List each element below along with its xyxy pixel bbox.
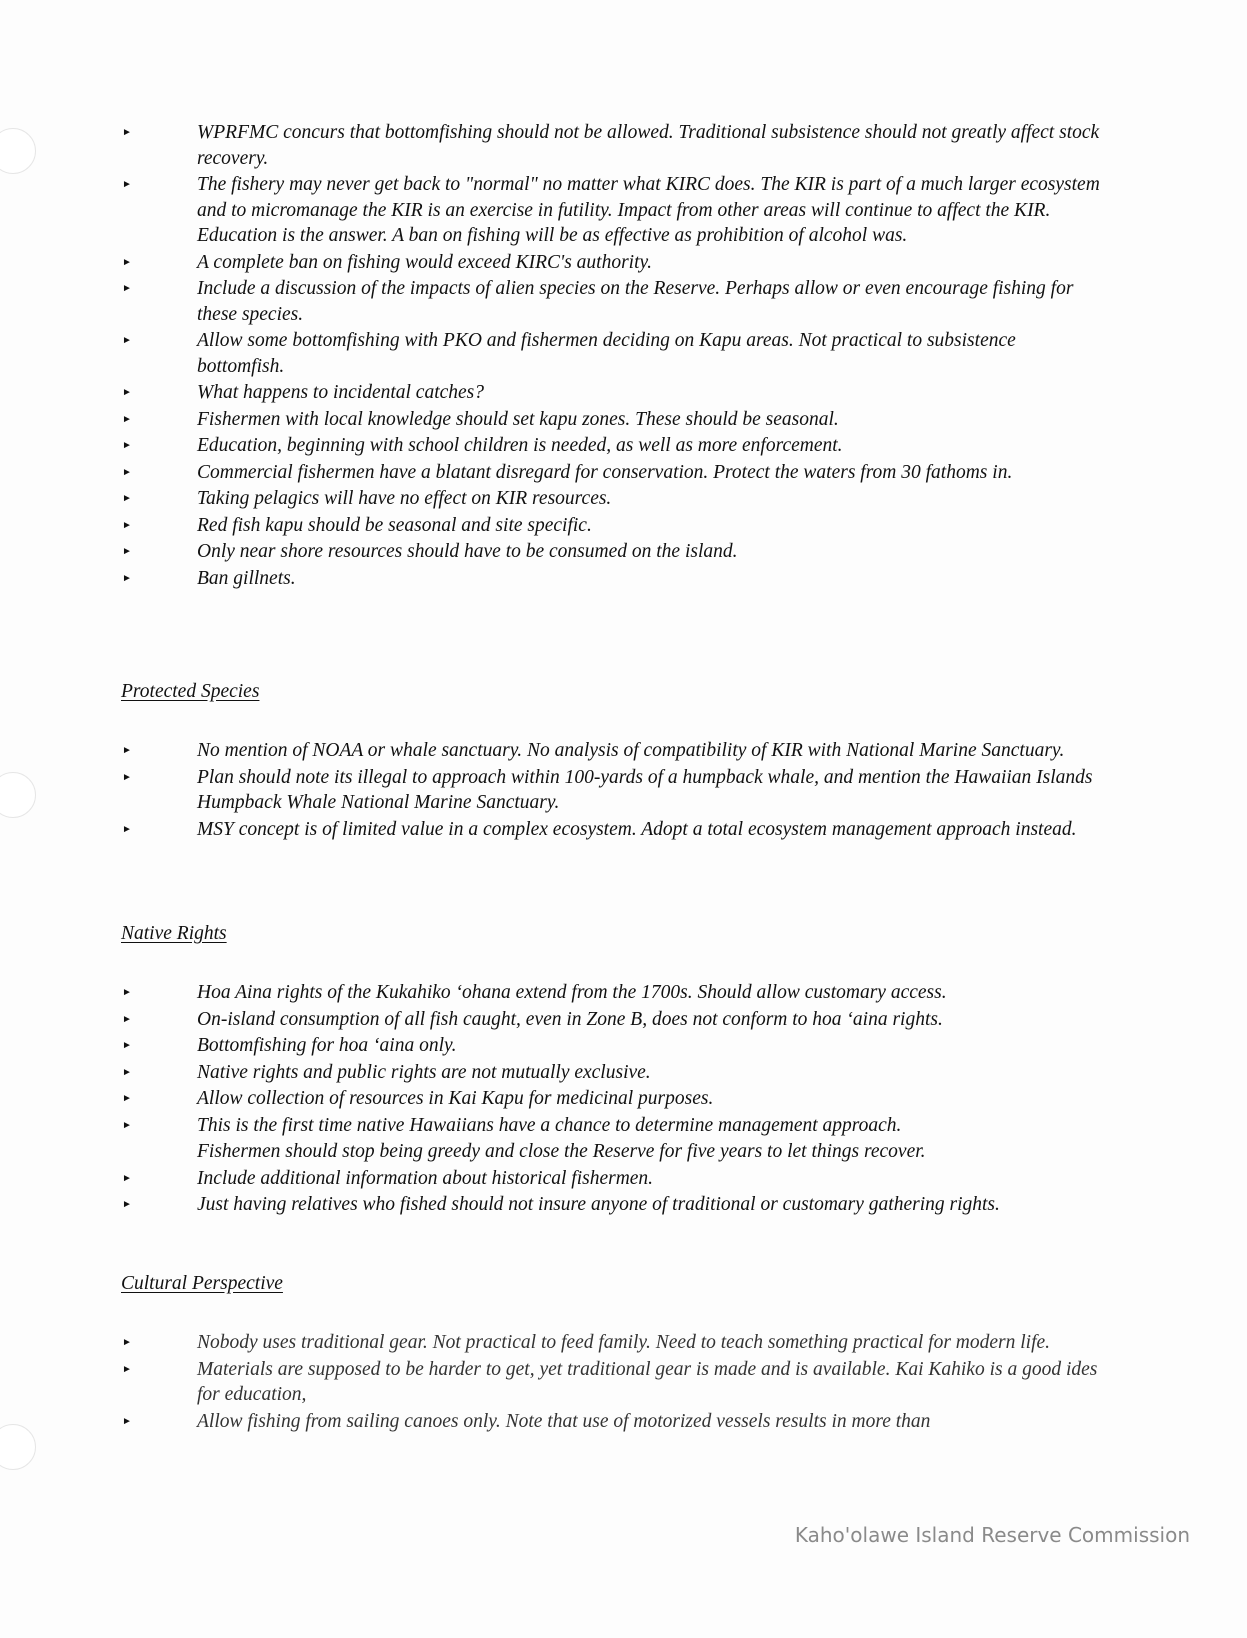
bullet-arrow-icon: ► — [122, 283, 132, 294]
list-item: ► Only near shore resources should have to be consumed on the island. — [0, 539, 1247, 565]
bullet-arrow-icon: ► — [122, 546, 132, 557]
list-item: ► On-island consumption of all fish caught, even in Zone B, does not conform to hoa ‘aina rights. — [0, 1007, 1247, 1033]
bullet-arrow-icon: ► — [122, 1363, 132, 1375]
protected-species-section — [0, 738, 1247, 843]
bullet-arrow-icon: ► — [122, 493, 132, 504]
bullet-arrow-icon: ► — [122, 987, 132, 998]
fishing-comments-section — [0, 120, 1247, 592]
bullet-arrow-icon: ► — [122, 823, 132, 835]
list-item: ► Just having relatives who fished should not insure anyone of traditional or customary gathering rights. — [0, 1192, 1247, 1218]
bullet-arrow-icon: ► — [122, 1040, 132, 1051]
bullet-arrow-icon: ► — [122, 572, 132, 584]
bullet-arrow-icon: ► — [122, 387, 132, 398]
list-item: Fishermen should stop being greedy and close the Reserve for five years to let things recover. — [197, 1141, 926, 1162]
list-item: ► Bottomfishing for hoa ‘aina only. — [0, 1033, 1247, 1059]
native-rights-list — [0, 980, 1247, 1218]
list-item: ► Native rights and public rights are not mutually exclusive. — [0, 1060, 1247, 1086]
list-item: ► The fishery may never get back to "normal" no matter what KIRC does. The KIR is part of a much larger ecosystem and to micromanage the KIR is an exercise in futility. Impact from other areas will continue to affect the KIR. Education is the answer. A ban on fishing will be as effective as prohibition of alcohol was. — [122, 174, 1100, 246]
list-item: ► Hoa Aina rights of the Kukahiko ‘ohana extend from the 1700s. Should allow customary access. — [0, 980, 1247, 1006]
bullet-arrow-icon: ► — [122, 1172, 132, 1184]
list-item: ► Include additional information about historical fishermen. — [0, 1166, 1247, 1192]
list-item: ► Fishermen with local knowledge should set kapu zones. These should be seasonal. — [0, 407, 1247, 433]
list-item: ► Include a discussion of the impacts of alien species on the Reserve. Perhaps allow or even encourage fishing for these species. — [122, 278, 1074, 325]
bullet-arrow-icon: ► — [122, 413, 132, 425]
bullet-arrow-icon: ► — [122, 1119, 132, 1131]
native-rights-section — [0, 980, 1247, 1219]
list-item: ► What happens to incidental catches? — [0, 380, 1247, 406]
native-rights-heading: Native Rights — [121, 923, 227, 944]
list-item: ► Red fish kapu should be seasonal and site specific. — [0, 513, 1247, 539]
list-item: ► This is the first time native Hawaiians have a chance to determine management approach. — [0, 1113, 1247, 1139]
bullet-arrow-icon: ► — [122, 335, 132, 346]
bullet-arrow-icon: ► — [122, 519, 132, 531]
bullet-arrow-icon: ► — [122, 127, 132, 138]
list-item: ► MSY concept is of limited value in a complex ecosystem. Adopt a total ecosystem management approach instead. — [0, 817, 1247, 843]
cultural-perspective-heading: Cultural Perspective — [121, 1273, 283, 1294]
bullet-arrow-icon: ► — [122, 466, 132, 478]
cultural-perspective-section — [0, 1330, 1247, 1435]
bullet-arrow-icon: ► — [122, 1199, 132, 1210]
protected-species-heading: Protected Species — [121, 681, 260, 702]
list-item: ► A complete ban on fishing would exceed KIRC's authority. — [0, 250, 1247, 276]
list-item: ► Commercial fishermen have a blatant disregard for conservation. Protect the waters from 30 fathoms in. — [0, 460, 1247, 486]
list-item: ► No mention of NOAA or whale sanctuary. No analysis of compatibility of KIR with National Marine Sanctuary. — [0, 738, 1247, 764]
protected-species-list — [0, 738, 1247, 842]
bullet-arrow-icon: ► — [122, 1093, 132, 1104]
list-item: ► Materials are supposed to be harder to get, yet traditional gear is made and is available. Kai Kahiko is a good ides for education, — [122, 1358, 1098, 1405]
bullet-arrow-icon: ► — [122, 771, 132, 783]
list-item: ► WPRFMC concurs that bottomfishing should not be allowed. Traditional subsistence should not greatly affect stock recovery. — [122, 122, 1100, 169]
cultural-perspective-list — [0, 1330, 1247, 1434]
list-item: ► Allow collection of resources in Kai Kapu for medicinal purposes. — [0, 1086, 1247, 1112]
list-item: ► Allow some bottomfishing with PKO and fishermen deciding on Kapu areas. Not practical to subsistence bottomfish. — [122, 330, 1016, 377]
bullet-arrow-icon: ► — [122, 256, 132, 268]
bullet-arrow-icon: ► — [122, 1066, 132, 1078]
list-item: ► Ban gillnets. — [0, 566, 1247, 592]
list-item: ► Education, beginning with school children is needed, as well as more enforcement. — [0, 433, 1247, 459]
bullet-arrow-icon: ► — [122, 1013, 132, 1025]
bullet-arrow-icon: ► — [122, 179, 132, 190]
bullet-arrow-icon: ► — [122, 440, 132, 451]
list-item: ► Allow fishing from sailing canoes only. Note that use of motorized vessels results in more than — [0, 1409, 1247, 1435]
list-item: ► Nobody uses traditional gear. Not practical to feed family. Need to teach something practical for modern life. — [0, 1330, 1247, 1356]
fishing-comments-list — [0, 120, 1247, 591]
list-item: ► Taking pelagics will have no effect on KIR resources. — [0, 486, 1247, 512]
footer-watermark: Kaho'olawe Island Reserve Commission — [794, 1523, 1190, 1547]
bullet-arrow-icon: ► — [122, 1337, 132, 1348]
bullet-arrow-icon: ► — [122, 1415, 132, 1427]
list-item: ► Plan should note its illegal to approach within 100-yards of a humpback whale, and mention the Hawaiian Islands Humpback Whale National Marine Sanctuary. — [122, 766, 1093, 813]
bullet-arrow-icon: ► — [122, 745, 132, 756]
